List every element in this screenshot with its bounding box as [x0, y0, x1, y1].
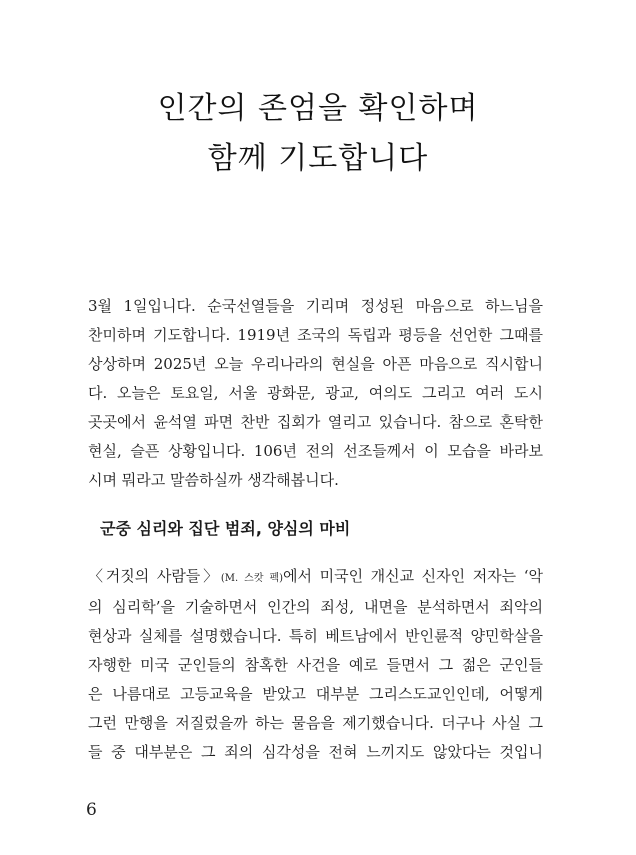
- book-title: 〈거짓의 사람들〉: [88, 567, 221, 585]
- paragraph-line: [88, 562, 543, 593]
- paragraph-line: 들 중 대부분은 그 죄의 심각성을 전혀 느끼지도 않았다는 것입니: [88, 743, 543, 761]
- paragraph-line: 은 나름대로 고등교육을 받았고 대부분 그리스도교인인데, 어떻게: [88, 685, 543, 703]
- paragraph-evil-psychology: [88, 562, 543, 767]
- paragraph-line: 자행한 미국 군인들의 참혹한 사건을 예로 들면서 그 젊은 군인들: [88, 656, 543, 674]
- book-author: (M. 스캇 펙): [220, 573, 284, 584]
- paragraph-line-text: 에서 미국인 개신교 신자인 저자는 ‘악: [283, 567, 543, 585]
- paragraph-line: 3월 1일입니다. 순국선열들을 기리며 정성된 마음으로 하느님을: [88, 297, 543, 315]
- paragraph-line: 그런 만행을 저질렀을까 하는 물음을 제기했습니다. 더구나 사실 그: [88, 714, 543, 732]
- paragraph-line: 현실, 슬픈 상황입니다. 106년 전의 선조들께서 이 모습을 바라보: [88, 442, 543, 460]
- page-number: 6: [86, 800, 97, 820]
- chapter-title-line-2: 함께 기도합니다: [207, 141, 429, 176]
- chapter-title-line-1: 인간의 존엄을 확인하며: [157, 91, 479, 126]
- section-heading: 군중 심리와 집단 범죄, 양심의 마비: [100, 519, 351, 538]
- chapter-title: [0, 84, 636, 184]
- paragraph-line: 다. 오늘은 토요일, 서울 광화문, 광교, 여의도 그리고 여러 도시: [88, 384, 543, 402]
- paragraph-line: 의 심리학’을 기술하면서 인간의 죄성, 내면을 분석하면서 죄악의: [88, 598, 543, 616]
- paragraph-line: 시며 뭐라고 말씀하실까 생각해봅니다.: [88, 471, 339, 489]
- paragraph-line: 찬미하며 기도합니다. 1919년 조국의 독립과 평등을 선언한 그때를: [88, 326, 543, 344]
- paragraph-line: 곳곳에서 윤석열 파면 찬반 집회가 열리고 있습니다. 참으로 혼탁한: [88, 413, 543, 431]
- paragraph-line: 현상과 실체를 설명했습니다. 특히 베트남에서 반인륜적 양민학살을: [88, 627, 543, 645]
- paragraph-line: 상상하며 2025년 오늘 우리나라의 현실을 아픈 마음으로 직시합니: [88, 355, 543, 373]
- paragraph-intro: [88, 292, 543, 495]
